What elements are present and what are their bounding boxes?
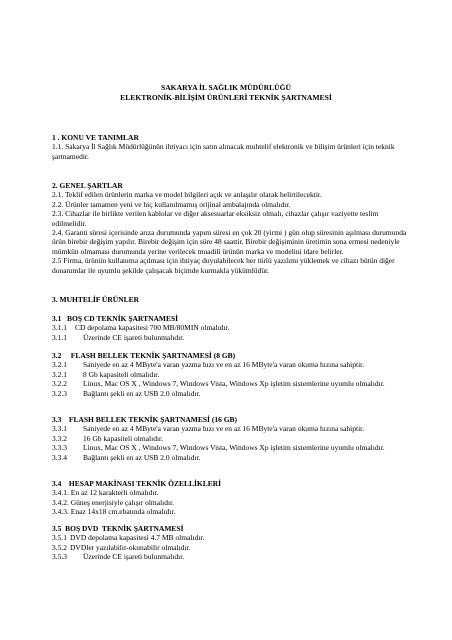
list-item: [52, 443, 410, 452]
list-item: [52, 333, 410, 342]
section-3: [52, 295, 410, 304]
item-text: 8 Gb kapasiteli olmalıdır.: [83, 369, 160, 379]
section-2-heading: 2. GENEL ŞARTLAR: [52, 181, 123, 190]
list-item: [52, 379, 410, 388]
subsection-3-1-heading: 3.1 BOŞ CD TEKNİK ŞARTNAMESİ: [52, 314, 179, 323]
item-text: Bağlantı şekli en az USB 2.0 olmalıdır.: [83, 388, 201, 398]
item-number: 3.2.1: [52, 369, 67, 379]
section-2-item: 2.2. Ürünler tamamen yeni ve hiç kullanılmamış orijinal ambalajında olmalıdır.: [52, 199, 291, 209]
section-2-item: 2.3. Cihazlar ile birlikte verilen kablolar ve diğer aksesuarlar eksiksiz olmalı, cihazlar çalışır vaziyette teslim edilmelidir.: [52, 209, 379, 228]
item-number: 3.3.4: [52, 452, 67, 462]
item-number: 3.5.1: [52, 533, 67, 543]
item-number: 3.3.1: [52, 424, 67, 434]
item-text: Linux, Mac OS X , Windows 7, Windows Vista, Windows Xp işletim sistemlerine uyumlu olmalıdır.: [83, 443, 385, 453]
subsection-3-1: [52, 314, 410, 342]
section-1: [52, 133, 410, 161]
section-3-heading: 3. MUHTELİF ÜRÜNLER: [52, 295, 140, 304]
subsection-3-3-heading: 3.3 FLASH BELLEK TEKNİK ŞARTNAMESİ (16 GB): [52, 415, 238, 424]
list-item: [52, 424, 410, 433]
document-title-line-2: ELEKTRONİK-BİLİŞİM ÜRÜNLERİ TEKNİK ŞARTNAMESİ: [120, 92, 332, 102]
list-item: 3.4.1. En az 12 karakterli olmalıdır.: [52, 488, 159, 498]
section-1-paragraph: 1.1. Sakarya İl Sağlık Müdürlüğünün ihtiyacı için satın alınacak muhtelif elektronik ve bilişim ürünleri için teknik şartnamedir.: [52, 142, 395, 161]
section-2-item: 2.4. Garanti süresi içerisinde arıza durumunda yapım süresi en çok 20 (yirmi ) gün olup süresinin aşılması durumunda ürün birebir değişim yapılır. Birebir değişim için süre 48 saattir. Birebir değişiminin üretimin sona ermesi nedeniyle mümkün olmaması durumunda yerine verilecek muadili ürünün marka ve modelini idare belirler.: [52, 228, 407, 256]
item-text: DVD depolama kapasitesi 4.7 MB olmalıdır.: [70, 533, 205, 543]
list-item: [52, 360, 410, 369]
subsection-3-4-heading: 3.4 HESAP MAKİNASI TEKNİK ÖZELLİKLERİ: [52, 479, 222, 488]
section-1-heading: 1 . KONU VE TANIMLAR: [52, 133, 139, 142]
section-2: [52, 181, 410, 275]
item-number: 3.1.1: [52, 323, 67, 333]
list-item: [52, 552, 410, 561]
list-item: 3.4.3. Enaz 14x18 cm.ebatında olmalıdır.: [52, 507, 176, 517]
item-text: DVDler yazılabilir-okunabilir olmalıdır.: [70, 542, 191, 552]
section-2-item: 2.1. Teklif edilen ürünlerin marka ve model bilgileri açık ve anlaşılır olarak belirtilecektir.: [52, 190, 322, 200]
item-number: 3.2.1: [52, 360, 67, 370]
item-number: 3.3.2: [52, 433, 67, 443]
subsection-3-3: [52, 415, 410, 462]
item-number: 3.5.3: [52, 552, 67, 562]
list-item: [52, 453, 410, 462]
item-number: 3.2.2: [52, 379, 67, 389]
list-item: [52, 389, 410, 398]
item-number: 3.5.2: [52, 542, 67, 552]
item-text: 16 Gb kapasiteli olmalıdır.: [83, 433, 163, 443]
item-text: Üzerinde CE işareti bulunmalıdır.: [83, 552, 185, 562]
list-item: [52, 370, 410, 379]
section-2-item: 2.5 Firma, ürünün kullanıma açılması için ihtiyaç duyulabilecek her türlü yazılımı yüklemek ve cihazı bütün diğer donanımlar ile uyumlu şekilde çalışacak biçimde kurmakla yükümlüdür.: [52, 256, 395, 275]
item-text: Saniyede en az 4 MByte'a varan yazma hızı ve en az 16 MByte'a varan okuma hızına sahiptir.: [83, 360, 365, 370]
subsection-3-4: [52, 479, 410, 517]
subsection-3-5-heading: 3.5 BOŞ DVD TEKNİK ŞARTNAMESİ: [52, 524, 184, 533]
item-text: Üzerinde CE işareti bulunmalıdır.: [83, 332, 185, 342]
item-text: Saniyede en az 4 MByte'a varan yazma hızı ve en az 16 MByte'a varan okuma hızına sahiptir.: [83, 424, 365, 434]
item-text: CD depolama kapasitesi 700 MB/80MIN olmalıdır.: [75, 323, 230, 333]
subsection-3-2: [52, 351, 410, 398]
document-title-line-1: SAKARYA İL SAĞLIK MÜDÜRLÜĞÜ: [160, 83, 292, 92]
item-number: 3.1.1: [52, 332, 67, 342]
list-item: 3.4.2. Güneş enerjisiyle çalışır olmalıdır.: [52, 497, 175, 507]
item-text: Bağlantı şekli en az USB 2.0 olmalıdır.: [83, 452, 201, 462]
subsection-3-5: [52, 524, 410, 562]
list-item: [52, 323, 410, 332]
list-item: [52, 533, 410, 542]
item-number: 3.2.3: [52, 388, 67, 398]
list-item: [52, 543, 410, 552]
list-item: [52, 434, 410, 443]
item-text: Linux, Mac OS X , Windows 7, Windows Vista, Windows Xp işletim sistemlerine uyumlu olmalıdır.: [83, 379, 385, 389]
document-title-block: [0, 83, 452, 102]
item-number: 3.3.3: [52, 443, 67, 453]
subsection-3-2-heading: 3.2 FLASH BELLEK TEKNİK ŞARTNAMESİ (8 GB): [52, 351, 236, 360]
